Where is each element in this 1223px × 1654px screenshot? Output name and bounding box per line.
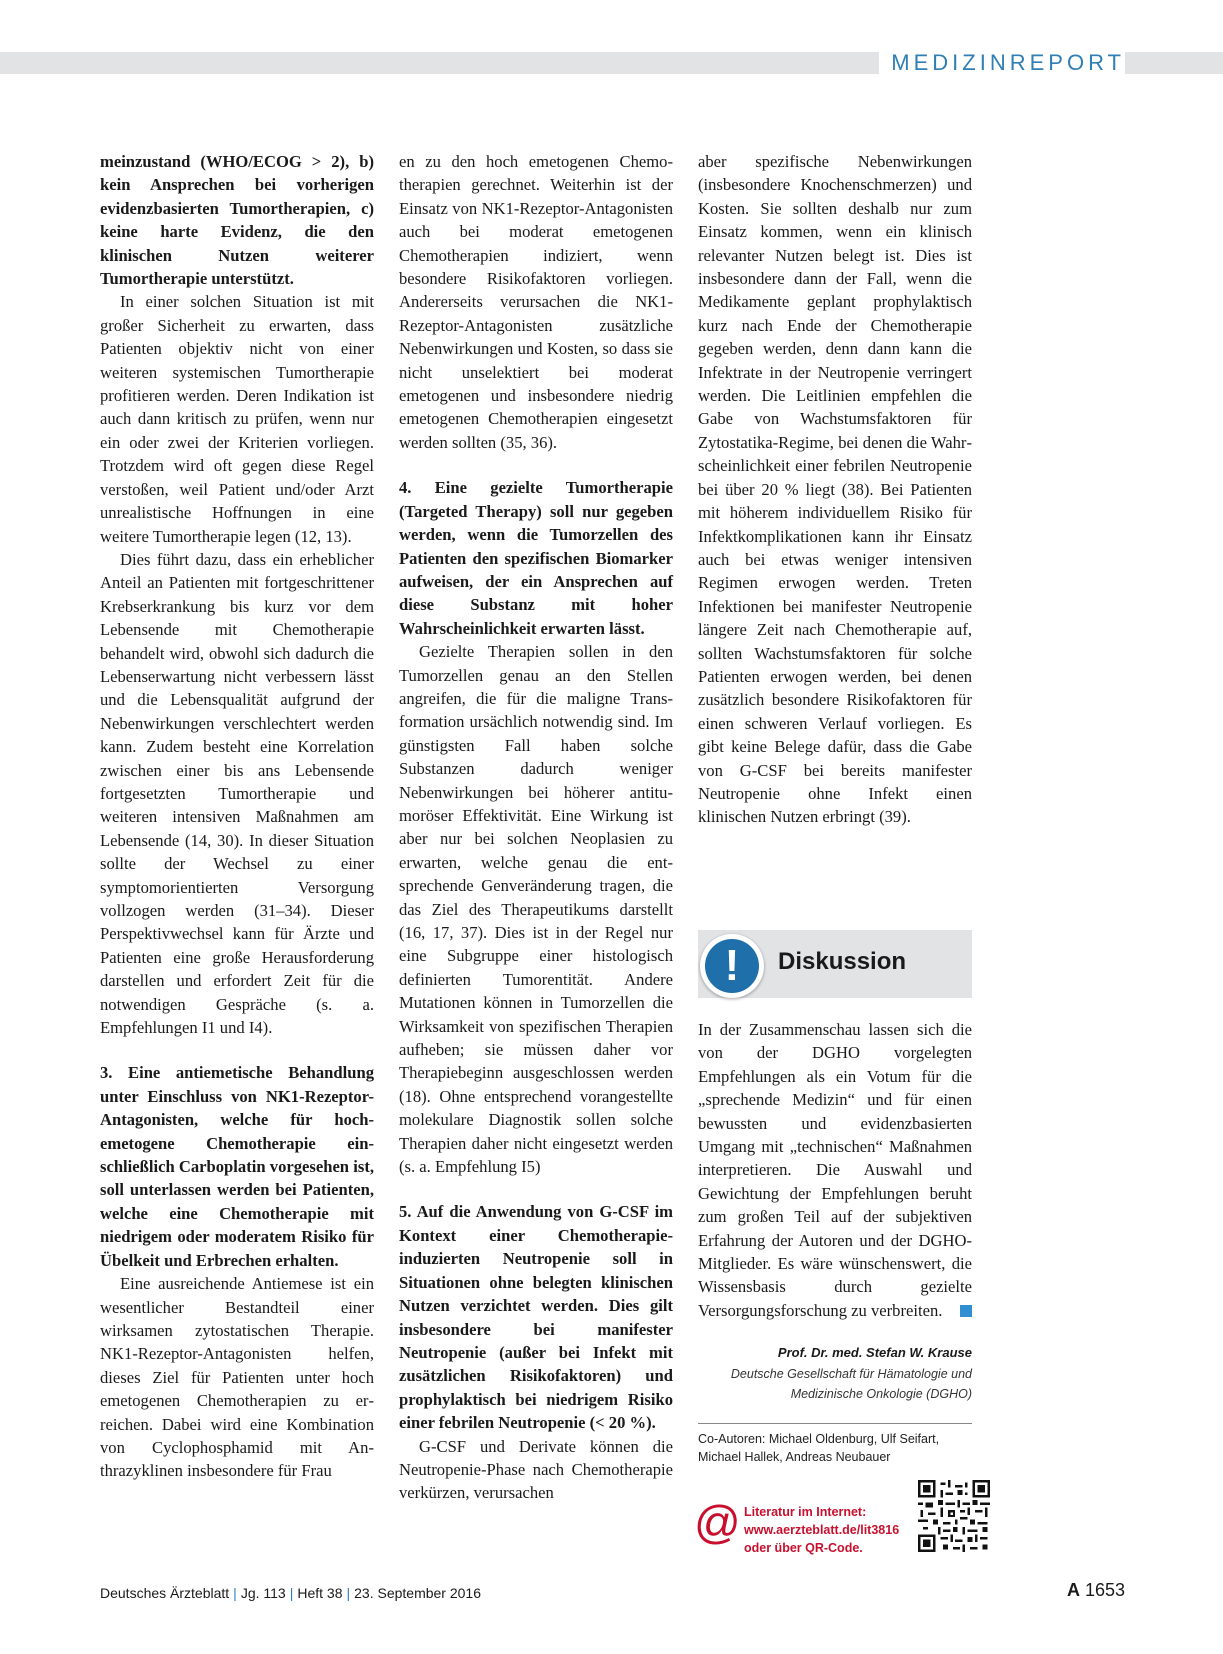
page-number-value: 1653 — [1084, 1580, 1125, 1600]
paragraph: G-CSF und Derivate können die Neutropenie-Phase nach Chemotherapie verkürzen, verursachen — [399, 1436, 673, 1503]
section-label: MEDIZINREPORT — [879, 48, 1125, 78]
exclamation-glyph: ! — [705, 939, 759, 993]
author-affiliation: Medizinische Onkologie (DGHO) — [790, 1387, 972, 1401]
recommendation-heading-3: 3. Eine antiemetische Behandlung unter Einschluss von NK1-Rezeptor-Antagonisten, welche für hochemetogene Chemotherapie einschließlich Carboplatin vorgesehen ist, soll unterlassen werden bei Patienten, welche eine Chemotherapie mit niedrigem oder moderatem Risiko für Übelkeit und Erbrechen erhalten. — [100, 1063, 374, 1270]
paragraph-bold: meinzustand (WHO/ECOG > 2), b) kein Ansprechen bei vorherigen evidenzbasierten Tumortherapien, c) keine harte Evidenz, die den klinischen Nutzen weiterer Tumortherapie unterstützt. — [100, 152, 374, 289]
qr-code-icon[interactable] — [918, 1480, 990, 1552]
paragraph: In einer solchen Situation ist mit großer Sicherheit zu erwarten, dass Patienten objektiv nicht von einer weiteren systemischen Tumortherapie profitieren werden. Deren Indikation ist auch dann kritisch zu prüfen, wenn nur ein oder zwei der Kriterien vorliegen. Trotzdem wird oft gegen diese Regel verstoßen, weil Patient und/oder Arzt unrealistische Hoffnungen in eine weitere Tumortherapie legen (12, 13). — [100, 292, 374, 546]
literature-link[interactable]: www.aerzteblatt.de/lit3816 — [744, 1523, 900, 1537]
column-3 — [698, 150, 972, 829]
paragraph: aber spezifische Nebenwirkungen (insbesondere Knochenschmerzen) und Kosten. Sie sollten deshalb nur zum Einsatz kommen, wenn ein klinisch relevanter Nutzen belegt ist. Dies ist insbesondere dann der Fall, wenn die Medikamente geplant prophylaktisch kurz nach Ende der Chemotherapie gegeben werden, denn dann kann die Infektrate in der Neutropenie verringert werden. Die Leitlinien empfehlen die Gabe von Wachstumsfaktoren für Zytostatika-Regime, bei denen die Wahrscheinlichkeit einer febrilen Neutropenie bei über 20 % liegt (38). Bei Patienten mit höherem individuellem Risiko für Infektkomplikationen kann ihr Einsatz auch bei etwas weniger intensiven Regimen erwogen werden. Treten Infektionen bei manifester Neutropenie längere Zeit nach Chemotherapie auf, sollten Wachstumsfaktoren für solche Patienten erwogen werden, bei denen zusätzlich besondere Risikofaktoren für einen schweren Verlauf vorliegen. Es gibt keine Belege dafür, dass die Gabe von G-CSF bei bereits manifester Neutropenie ohne Infekt einen klinischen Nutzen erbringt (39). — [698, 152, 972, 827]
discussion-paragraph: In der Zusammenschau lassen sich die von der DGHO vorgelegten Empfehlungen als ein Votum für die „sprechende Medizin“ und für einen bewussten und evidenzbasierten Umgang mit „technischen“ Maßnahmen interpretieren. Die Auswahl und Gewichtung der Empfehlungen beruht zum großen Teil auf der subjektiven Erfahrung der Autoren und der DGHO-Mitglieder. Es wäre wünschenswert, die Wissensbasis durch gezielte Versorgungsforschung zu verbreiten. — [698, 1020, 972, 1320]
recommendation-heading-5: 5. Auf die Anwendung von G-CSF im Kontext einer Chemotherapie-induzierten Neutropenie soll in Situationen ohne belegten klinischen Nutzen verzichtet werden. Dies gilt insbesondere bei manifester Neutropenie (außer bei Infekt mit zusätzlichen Risikofaktoren) und prophylaktisch bei niedrigem Risiko einer febrilen Neutropenie (< 20 %). — [399, 1202, 673, 1433]
paragraph: en zu den hoch emetogenen Chemotherapien gerechnet. Weiterhin ist der Einsatz von NK1-Rezeptor-Antagonisten auch bei moderat emetogenen Chemotherapien indiziert, wenn besondere Risikofaktoren vorliegen. Andererseits verursachen die NK1-Rezeptor-Antagonisten zusätzliche Nebenwirkungen und Kosten, so dass sie nicht unselektiert bei moderat emetogenen und insbesondere niedrig emetogenen Chemotherapien eingesetzt werden sollten (35, 36). — [399, 152, 673, 452]
column-2 — [399, 150, 673, 1505]
page-number — [1067, 1580, 1125, 1601]
end-mark-icon — [960, 1305, 972, 1317]
issue-date: 23. September 2016 — [354, 1585, 481, 1601]
issue: Heft 38 — [297, 1585, 343, 1601]
discussion-text — [698, 1018, 972, 1322]
paragraph: Eine ausreichende Antiemese ist ein wesentlicher Bestandteil einer wirksamen zytostatischen Therapie. NK1-Rezeptor-Antagonisten helfen, dieses Ziel für Patienten unter hoch emetogenen Chemotherapien zu erreichen. Dabei wird eine Kombination von Cyclophosphamid mit Anthrazyklinen insbesondere für Frau — [100, 1274, 374, 1481]
separator: | — [289, 1585, 294, 1601]
at-sign-icon: @ — [694, 1496, 741, 1548]
literature-info — [744, 1503, 914, 1557]
discussion-title: Diskussion — [778, 948, 907, 975]
separator: | — [233, 1585, 237, 1601]
column-1 — [100, 150, 374, 1483]
separator: | — [346, 1585, 351, 1601]
coauthors: Co-Autoren: Michael Oldenburg, Ulf Seifart, Michael Hallek, Andreas Neubauer — [698, 1432, 940, 1464]
volume: Jg. 113 — [240, 1585, 286, 1601]
paragraph: Dies führt dazu, dass ein erheblicher Anteil an Patienten mit fortgeschrittener Krebserkrankung bis kurz vor dem Lebensende mit Chemotherapie behandelt wird, obwohl sich dadurch die Lebenserwartung nicht verbessern lässt und die Lebensqualität aufgrund der Nebenwirkungen verschlechtert werden kann. Zudem besteht eine Korrelation zwischen einer bis ans Lebensende fortgesetzten Tumortherapie und weiteren intensiven Maßnahmen am Lebensende (14, 30). In dieser Situation sollte der Wechsel zu einer symptomorientierten Versorgung vollzogen werden (31–34). Dieser Perspektivwechsel kann für Ärzte und Patienten eine große Herausforderung darstellen und erfordert Zeit für die notwendigen Gespräche (s. a. Empfehlungen I1 und I4). — [100, 549, 374, 1038]
literature-qr-hint: oder über QR-Code. — [744, 1541, 863, 1555]
footer-citation — [100, 1585, 481, 1601]
page-prefix: A — [1066, 1580, 1080, 1600]
author-name: Prof. Dr. med. Stefan W. Krause — [777, 1345, 972, 1360]
recommendation-heading-4: 4. Eine gezielte Tumortherapie (Targeted Therapy) soll nur gegeben werden, wenn die Tumorzellen des Patienten den spezifischen Biomarker aufweisen, der ein Ansprechen auf diese Substanz mit hoher Wahrscheinlichkeit erwarten lässt. — [399, 478, 673, 638]
paragraph: Gezielte Therapien sollen in den Tumorzellen genau an den Stellen angreifen, die für die maligne Transformation ursächlich notwendig sind. Im günstigsten Fall haben solche Substanzen dadurch weniger Nebenwirkungen bei höherer antitumoröser Effektivität. Eine Wirkung ist aber nur bei solchen Neoplasien zu erwarten, welche genau die entsprechende Genveränderung tragen, die das Ziel des Therapeutikums darstellt (16, 17, 37). Dies ist in der Regel nur eine Subgruppe einer histologisch definierten Tumorentität. Andere Mutationen können in Tumorzellen die Wirksamkeit von spezifischen Therapien aufheben; sie müssen daher vor Therapiebeginn ausgeschlossen werden (18). Ohne entsprechend vorangestellte molekulare Diagnostik sollen solche Therapien daher nicht eingesetzt werden (s. a. Empfehlung I5) — [399, 642, 673, 1177]
author-affiliation: Deutsche Gesellschaft für Hämatologie und — [730, 1367, 972, 1381]
divider — [698, 1423, 972, 1424]
literature-label: Literatur im Internet: — [744, 1505, 867, 1519]
journal-name: Deutsches Ärzteblatt — [100, 1585, 230, 1601]
exclamation-icon — [700, 934, 764, 998]
